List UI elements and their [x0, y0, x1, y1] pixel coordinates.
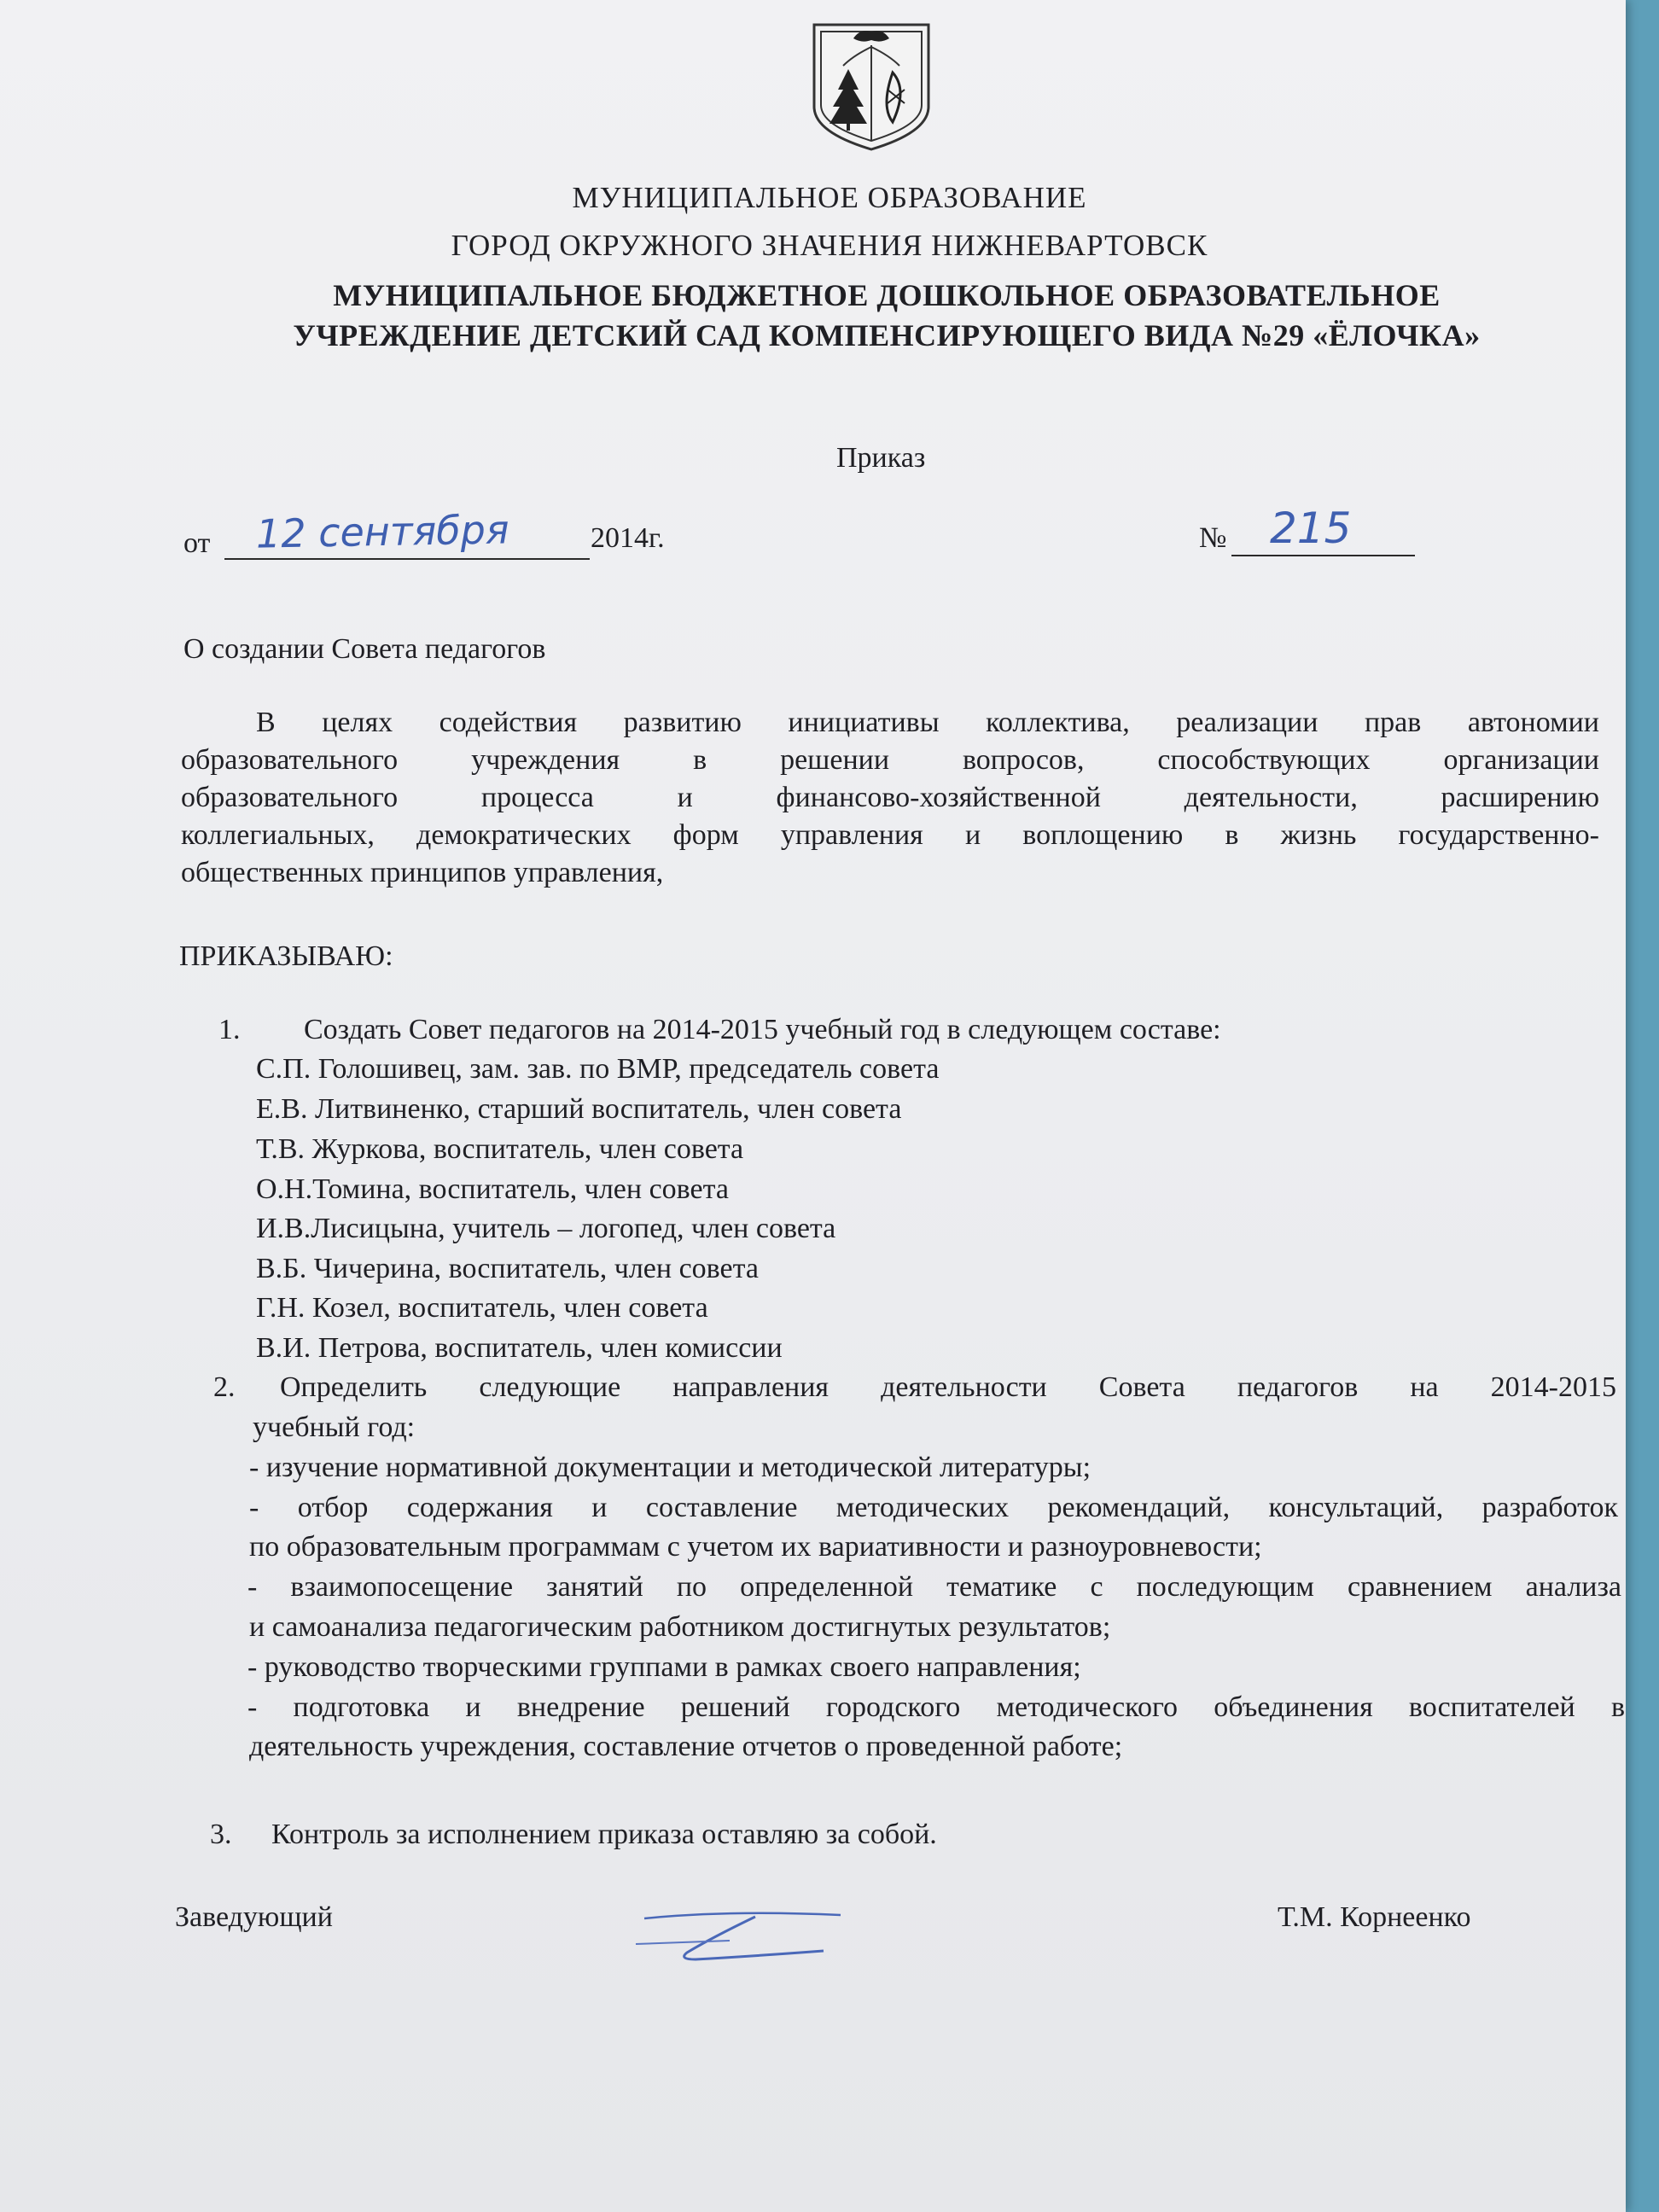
order-subject: О создании Совета педагогов — [183, 633, 546, 665]
header-line-2: ГОРОД ОКРУЖНОГО ЗНАЧЕНИЯ НИЖНЕВАРТОВСК — [451, 229, 1208, 262]
preamble-line: общественных принципов управления, — [181, 857, 664, 888]
member-item: Е.В. Литвиненко, старший воспитатель, член совета — [256, 1093, 902, 1125]
preamble-line: образовательного учреждения в решении вопросов, способствующих организации — [181, 744, 1599, 776]
item-2-number: 2. — [213, 1371, 236, 1403]
member-item: И.В.Лисицына, учитель – логопед, член совета — [256, 1213, 836, 1244]
item-2-line: деятельность учреждения, составление отчетов о проведенной работе; — [249, 1731, 1123, 1762]
number-prefix: № — [1199, 522, 1227, 554]
preamble-line: коллегиальных, демократических форм управления и воплощению в жизнь государственно- — [181, 819, 1599, 851]
preamble-line: образовательного процесса и финансово-хозяйственной деятельности, расширению — [181, 782, 1599, 813]
header-line-1: МУНИЦИПАЛЬНОЕ ОБРАЗОВАНИЕ — [572, 181, 1087, 214]
member-item: Г.Н. Козел, воспитатель, член совета — [256, 1292, 708, 1324]
preamble-line: В целях содействия развитию инициативы коллектива, реализации прав автономии — [256, 707, 1599, 738]
member-item: Т.В. Журкова, воспитатель, член совета — [256, 1133, 744, 1165]
member-item: В.И. Петрова, воспитатель, член комиссии — [256, 1332, 783, 1364]
item-2-line: и самоанализа педагогическим работником достигнутых результатов; — [249, 1611, 1111, 1643]
member-item: В.Б. Чичерина, воспитатель, член совета — [256, 1253, 759, 1284]
date-year: 2014г. — [591, 522, 665, 554]
item-2-line: Определить следующие направления деятельности Совета педагогов на 2014-2015 — [280, 1371, 1616, 1403]
item-2-line: по образовательным программам с учетом их вариативности и разноуровневости; — [249, 1531, 1262, 1563]
item-3-text: Контроль за исполнением приказа оставляю за собой. — [271, 1819, 937, 1850]
item-2-line: - изучение нормативной документации и методической литературы; — [249, 1452, 1091, 1483]
item-2-line: - подготовка и внедрение решений городского методического объединения воспитателей в — [247, 1691, 1625, 1723]
item-3-number: 3. — [210, 1819, 232, 1850]
org-name-line-1: МУНИЦИПАЛЬНОЕ БЮДЖЕТНОЕ ДОШКОЛЬНОЕ ОБРАЗОВАТЕЛЬНОЕ — [333, 278, 1441, 312]
item-1-text: Создать Совет педагогов на 2014-2015 учебный год в следующем составе: — [304, 1014, 1221, 1045]
org-name-line-2: УЧРЕЖДЕНИЕ ДЕТСКИЙ САД КОМПЕНСИРУЮЩЕГО ВИДА №29 «ЁЛОЧКА» — [293, 318, 1481, 352]
date-handwritten: 12 сентября — [255, 506, 509, 557]
order-word: ПРИКАЗЫВАЮ: — [179, 940, 393, 972]
date-prefix: от — [183, 527, 211, 559]
signature-icon — [627, 1903, 849, 1971]
number-handwritten: 215 — [1270, 504, 1352, 553]
item-2-line: - руководство творческими группами в рамках своего направления; — [247, 1651, 1081, 1683]
member-item: О.Н.Томина, воспитатель, член совета — [256, 1173, 729, 1205]
signatory-position: Заведующий — [175, 1901, 333, 1933]
item-2-line: - отбор содержания и составление методических рекомендаций, консультаций, разработок — [249, 1492, 1618, 1523]
document-type: Приказ — [836, 442, 926, 474]
member-item: С.П. Голошивец, зам. зав. по ВМР, председатель совета — [256, 1053, 940, 1085]
signatory-name: Т.М. Корнеенко — [1278, 1901, 1471, 1933]
item-2-line: - взаимопосещение занятий по определенной тематике с последующим сравнением анализа — [247, 1571, 1621, 1603]
coat-of-arms-icon — [809, 21, 934, 153]
item-1-number: 1. — [218, 1014, 241, 1045]
item-2-line: учебный год: — [253, 1412, 416, 1443]
